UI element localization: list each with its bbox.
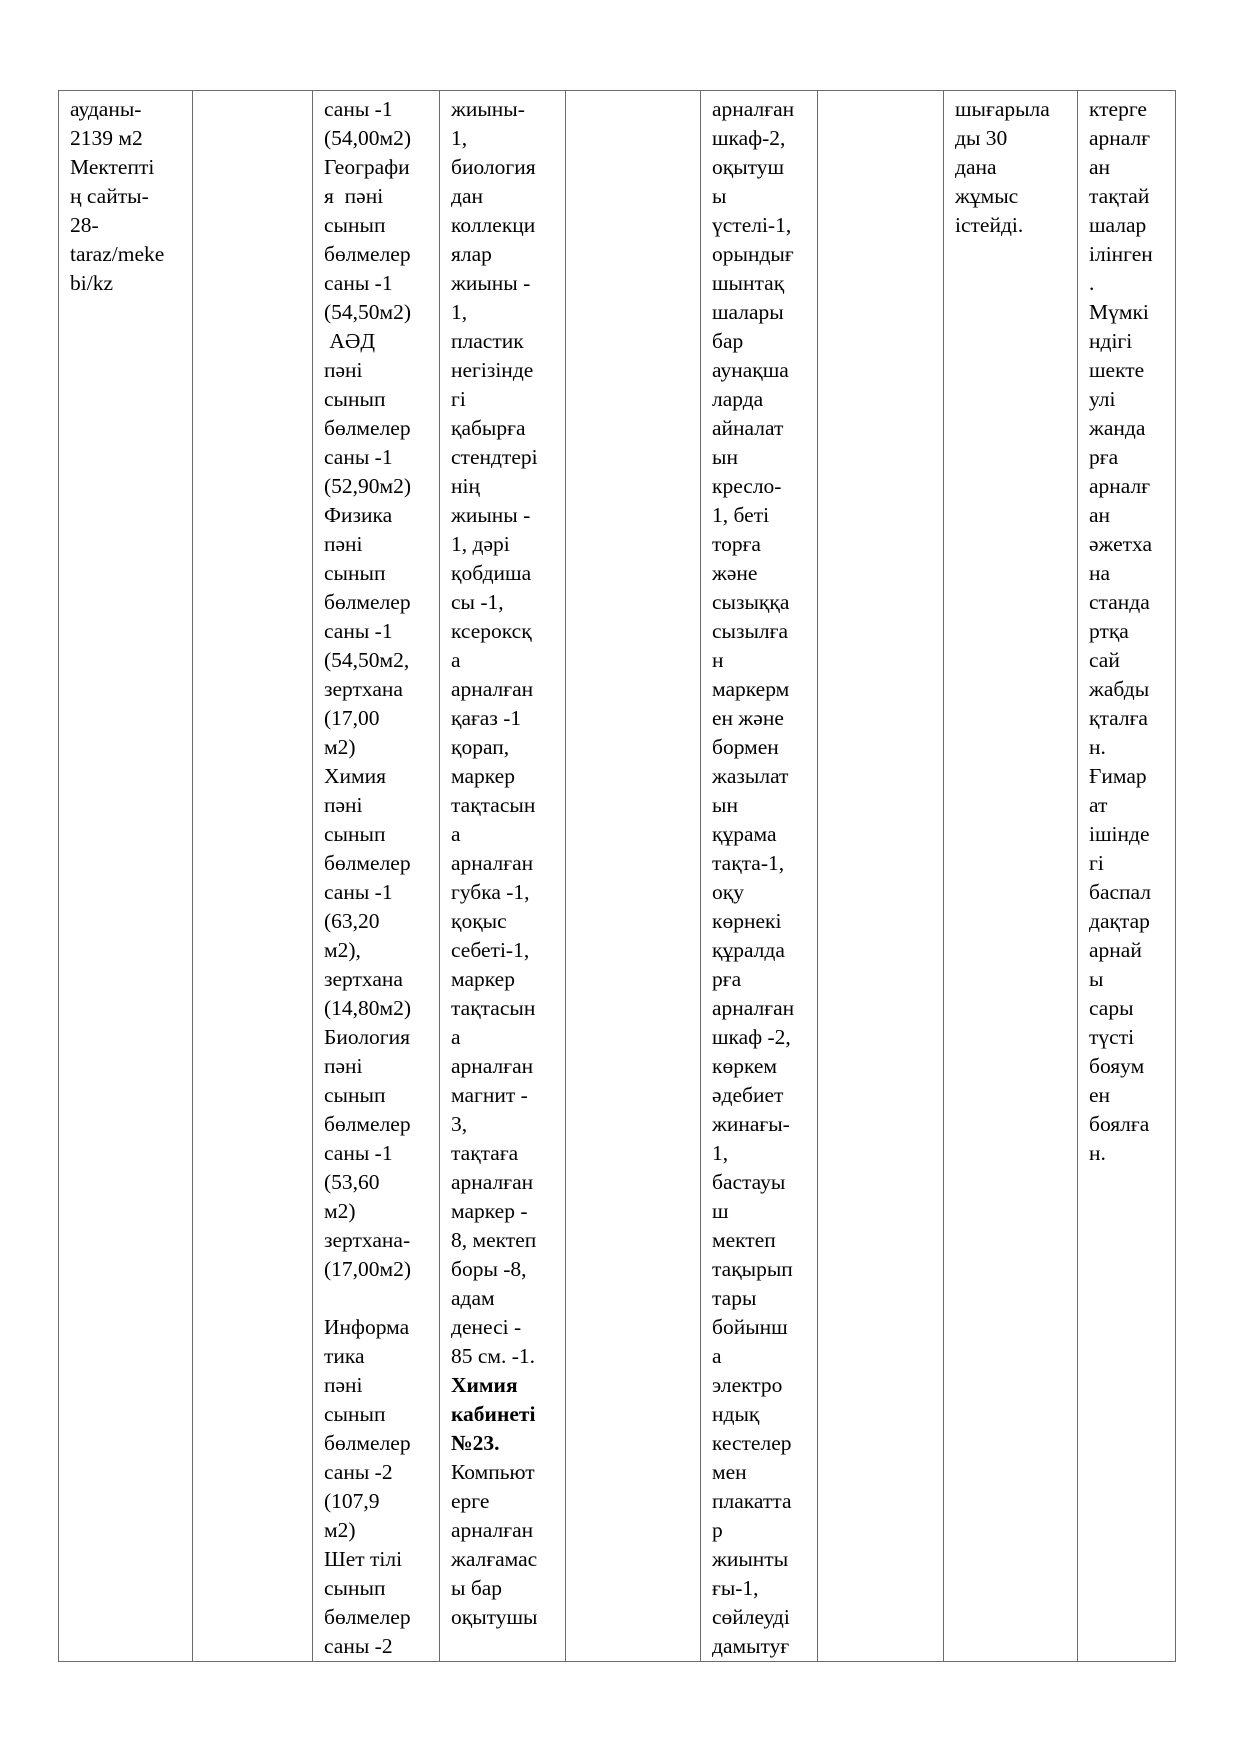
table-cell-9: ктерге арналғ ан тақтай шалар ілінген . Мүмкі ндігі шекте улі жанда рға арналғ ан әжетха на станда ртқа сай жабды қталға н. Ғимар ат ішінде гі баспал дақтар арнай ы сары түсті бояум ен боялға н. bbox=[1078, 91, 1176, 1662]
table-cell-1: ауданы- 2139 м2 Мектепті ң сайты- 28- taraz/meke bi/kz bbox=[59, 91, 193, 1662]
data-table bbox=[58, 90, 1176, 1662]
table-cell-4 bbox=[440, 91, 566, 1662]
table-cell-8: шығарыла ды 30 дана жұмыс істейді. bbox=[944, 91, 1078, 1662]
table-cell-6: арналған шкаф-2, оқытуш ы үстелі-1, орындығ шынтақ шалары бар аунақша ларда айналат ын кресло- 1, беті торға және сызыққа сызылға н маркерм ен және бормен жазылат ын құрама тақта-1, оқу көрнекі құралда рға арналған шкаф -2, көркем әдебиет жинағы- 1, бастауы ш мектеп тақырып тары бойынш а электро ндық кестелер мен плакатта р жиынты ғы-1, сөйлеуді дамытуғ bbox=[701, 91, 818, 1662]
table-cell-2 bbox=[193, 91, 313, 1662]
table-row bbox=[59, 91, 1176, 1662]
chemistry-cabinet-heading: Химия кабинеті №23. bbox=[451, 1373, 536, 1455]
table-cell-3: саны -1 (54,00м2) Географи я пәні сынып бөлмелер саны -1 (54,50м2) АӘД пәні сынып бөлмелер саны -1 (52,90м2) Физика пәні сынып бөлмелер саны -1 (54,50м2, зертхана (17,00 м2) Химия пәні сынып бөлмелер саны -1 (63,20 м2), зертхана (14,80м2) Биология пәні сынып бөлмелер саны -1 (53,60 м2) зертхана- (17,00м2) Информа тика пәні сынып бөлмелер саны -2 (107,9 м2) Шет тілі сынып бөлмелер саны -2 bbox=[313, 91, 440, 1662]
table-cell-7 bbox=[818, 91, 944, 1662]
cell-text: жиыны- 1, биология дан коллекци ялар жиыны - 1, пластик негізінде гі қабырға стендтері нің жиыны - 1, дәрі қобдиша сы -1, ксероксқ а арналған қағаз -1 қорап, маркер тақтасын а арналған губка -1, қоқыс себеті-1, маркер тақтасын а арналған магнит - 3, тақтаға арналған маркер - 8, мектеп боры -8, адам денесі - 85 см. -1. bbox=[451, 97, 538, 1368]
cell-text: Компьют ерге арналған жалғамас ы бар оқытушы bbox=[451, 1460, 538, 1629]
table-cell-5 bbox=[566, 91, 701, 1662]
